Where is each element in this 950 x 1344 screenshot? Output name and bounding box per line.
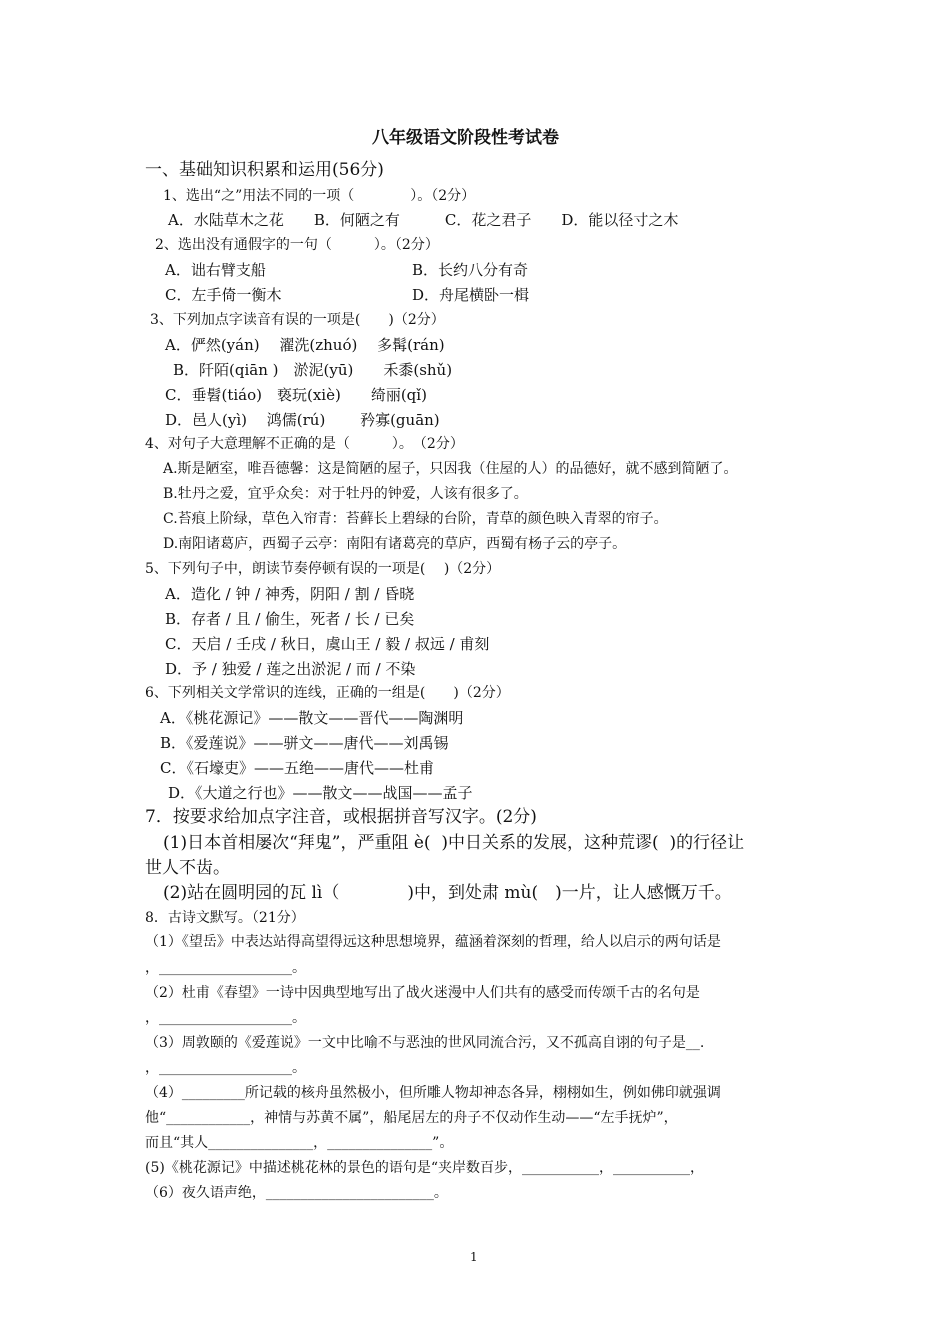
q5-option-a: A．造化 / 钟 / 神秀，阴阳 / 割 / 昏晓 <box>165 585 415 603</box>
q4-option-b: B.牡丹之爱，宜乎众矣：对于牡丹的钟爱，人该有很多了。 <box>163 486 528 502</box>
q2-option-c: C．左手倚一衡木 <box>165 286 282 304</box>
q8-item-4a: （4）_________所记载的核舟虽然极小，但所雕人物却神态各异，栩栩如生，例如佛印就强调 <box>145 1085 721 1101</box>
q7-line-1: (1)日本首相屡次“拜鬼”，严重阻 è( )中日关系的发展，这种荒谬( )的行径让 <box>163 833 745 853</box>
question-1: 1、选出“之”用法不同的一项（ ）。（2分） <box>163 188 476 204</box>
q5-option-d: D．予 / 独爱 / 莲之出淤泥 / 而 / 不染 <box>165 660 416 678</box>
question-8: 8．古诗文默写。（21分） <box>145 910 305 926</box>
q8-item-2a: （2）杜甫《春望》一诗中因典型地写出了战火迷漫中人们共有的感受而传颂千古的名句是 <box>145 985 700 1001</box>
question-1-options: A．水陆草木之花 B．何陋之有 C．花之君子 D．能以径寸之木 <box>168 211 679 229</box>
q3-option-d: D．邑人(yì) 鸿儒(rú) 矜寡(guān) <box>165 411 440 429</box>
question-2: 2、选出没有通假字的一句（ ）。（2分） <box>155 237 439 253</box>
question-4: 4、对句子大意理解不正确的是（ ）。 （2分） <box>145 436 464 452</box>
page-title: 八年级语文阶段性考试卷 <box>372 128 559 148</box>
q8-item-2b: ，___________________。 <box>145 1010 306 1026</box>
q6-option-d: D．《大道之行也》——散文——战国——孟子 <box>168 784 473 802</box>
q3-option-b: B．阡陌(qiān ) 淤泥(yū) 禾黍(shǔ) <box>173 361 453 379</box>
q8-item-4b: 他“____________，神情与苏黄不属”，船尾居左的舟子不仅动作生动——“左手抚炉”， <box>145 1110 678 1126</box>
q8-item-6: （6）夜久语声绝，________________________。 <box>145 1185 448 1201</box>
q8-item-3b: ，___________________。 <box>145 1060 306 1076</box>
question-6: 6、下列相关文学常识的连线，正确的一组是( )（2分） <box>145 685 510 701</box>
q5-option-b: B．存者 / 且 / 偷生，死者 / 长 / 已矣 <box>165 610 415 628</box>
q8-item-1a: （1）《望岳》中表达站得高望得远这种思想境界，蕴涵着深刻的哲理，给人以启示的两句话是 <box>145 934 721 950</box>
question-7: 7．按要求给加点字注音，或根据拼音写汉字。(2分) <box>145 807 537 827</box>
page-number: 1 <box>470 1250 478 1264</box>
q6-option-b: B．《爱莲说》——骈文——唐代——刘禹锡 <box>160 734 449 752</box>
q4-option-a: A.斯是陋室，唯吾德馨：这是简陋的屋子，只因我（住屋的人）的品德好，就不感到简陋了。 <box>163 461 738 477</box>
q6-option-a: A．《桃花源记》——散文——晋代——陶渊明 <box>160 709 464 727</box>
q7-line-2: 世人不齿。 <box>145 858 230 878</box>
q2-option-a: A．诎右臂支船 <box>165 261 266 279</box>
q2-option-b: B．长约八分有奇 <box>412 261 529 279</box>
q8-item-3a: （3）周敦颐的《爱莲说》一文中比喻不与恶浊的世风同流合污，又不孤高自诩的句子是__. <box>145 1035 705 1051</box>
q3-option-a: A．俨然(yán) 濯洗(zhuó) 多髯(rán) <box>165 336 445 354</box>
q6-option-c: C．《石壕吏》——五绝——唐代——杜甫 <box>160 759 434 777</box>
q8-item-1b: ，___________________。 <box>145 960 306 976</box>
q4-option-d: D.南阳诸葛庐，西蜀子云亭：南阳有诸葛亮的草庐，西蜀有杨子云的亭子。 <box>163 536 627 552</box>
q7-line-3: (2)站在圆明园的瓦 lì（ )中，到处肃 mù( )一片，让人感慨万千。 <box>163 883 732 903</box>
q4-option-c: C.苔痕上阶绿，草色入帘青：苔藓长上碧绿的台阶，青草的颜色映入青翠的帘子。 <box>163 511 668 527</box>
section-heading: 一、基础知识积累和运用(56分) <box>145 160 384 180</box>
q8-item-5: (5)《桃花源记》中描述桃花林的景色的语句是“夹岸数百步，___________，___________， <box>145 1160 704 1176</box>
q8-item-4c: 而且“其人_______________，_______________”。 <box>145 1135 454 1151</box>
question-5: 5、下列句子中，朗读节奏停顿有误的一项是( )（2分） <box>145 561 501 577</box>
q3-option-c: C．垂髫(tiáo) 亵玩(xiè) 绮丽(qǐ) <box>165 386 427 404</box>
q5-option-c: C．天启 / 壬戌 / 秋日，虞山王 / 毅 / 叔远 / 甫刻 <box>165 635 490 653</box>
question-3: 3、下列加点字读音有误的一项是( )（2分） <box>150 312 445 328</box>
q2-option-d: D．舟尾横卧一楫 <box>412 286 530 304</box>
